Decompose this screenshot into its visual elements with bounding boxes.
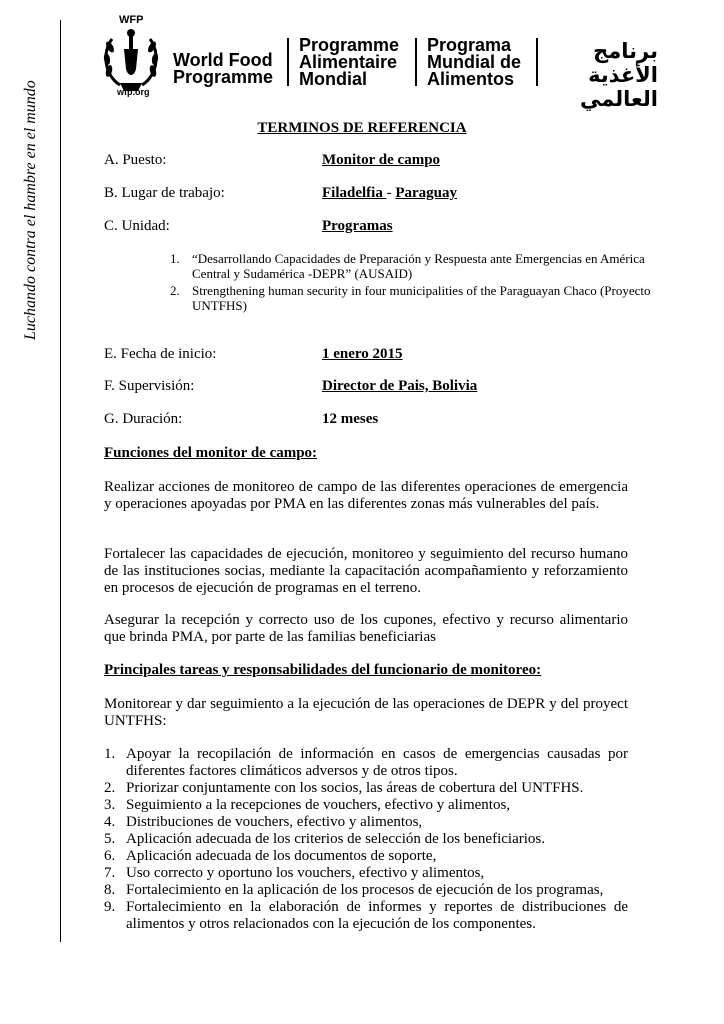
list-item	[104, 865, 628, 882]
list-item	[104, 848, 628, 865]
tasks-heading: Principales tareas y responsabilidades del funcionario de monitoreo:	[104, 662, 542, 678]
list-item-text: Uso correcto y oportuno los vouchers, efectivo y alimentos,	[126, 865, 485, 881]
field-label-lugar: B. Lugar de trabajo:	[104, 185, 225, 201]
list-item-number: 7.	[104, 865, 116, 881]
list-item	[104, 746, 628, 780]
brand-divider	[415, 38, 417, 86]
list-item-number: 4.	[104, 814, 116, 830]
list-item	[104, 780, 628, 797]
list-item-text: Fortalecimiento en la elaboración de informes y reportes de distribuciones de alimentos y otros relacionados con la ejecución de los componentes.	[126, 899, 628, 932]
margin-rule	[60, 20, 61, 942]
list-item-number: 1.	[104, 746, 116, 762]
brand-english	[173, 52, 273, 86]
document-title: TERMINOS DE REFERENCIA	[257, 120, 467, 136]
brand-spanish	[427, 37, 521, 88]
brand-divider	[536, 38, 538, 86]
field-value-duracion: 12 meses	[322, 411, 379, 427]
brand-divider	[287, 38, 289, 86]
field-label-fecha: E. Fecha de inicio:	[104, 346, 217, 362]
list-item	[104, 831, 628, 848]
tasks-intro: Monitorear y dar seguimiento a la ejecución de las operaciones de DEPR y del proyect UNTFHS:	[104, 696, 628, 729]
field-value-supervision: Director de Pais, Bolivia	[322, 378, 478, 394]
list-item-number: 6.	[104, 848, 116, 864]
list-item	[170, 283, 660, 313]
brand-spanish-line1: Programa	[427, 35, 512, 55]
list-item-number: 2.	[170, 283, 180, 298]
field-value-fecha: 1 enero 2015	[322, 346, 403, 362]
list-item	[170, 251, 660, 281]
list-item-number: 3.	[104, 797, 116, 813]
list-item-text: Distribuciones de vouchers, efectivo y alimentos,	[126, 814, 423, 830]
project-list	[170, 251, 660, 315]
brand-spanish-line2: Mundial de	[427, 52, 521, 72]
functions-heading: Funciones del monitor de campo:	[104, 445, 318, 461]
list-item-text: Apoyar la recopilación de información en casos de emergencias causadas por diferentes factores climáticos adversos y de otros tipos.	[126, 746, 628, 779]
brand-arabic-line1: برنامج الأغذية	[588, 40, 658, 87]
list-item	[104, 882, 628, 899]
list-item	[104, 797, 628, 814]
list-item	[104, 899, 628, 933]
tasks-list	[104, 746, 628, 933]
field-value-puesto: Monitor de campo	[322, 152, 441, 168]
brand-arabic	[548, 40, 658, 112]
list-item-number: 2.	[104, 780, 116, 796]
field-value-unidad: Programas	[322, 218, 393, 234]
list-item-text: Aplicación adecuada de los documentos de soporte,	[126, 848, 437, 864]
list-item-text: Strengthening human security in four municipalities of the Paraguayan Chaco (Proyecto UNTFHS)	[192, 283, 651, 313]
brand-english-line2: Programme	[173, 67, 274, 87]
brand-arabic-line2: العالمي	[579, 88, 658, 111]
logo-wfp-text: WFP	[119, 14, 144, 26]
brand-spanish-line3: Alimentos	[427, 69, 515, 89]
sidebar-slogan: Luchando contra el hambre en el mundo	[22, 80, 39, 340]
brand-french-line1: Programme	[299, 35, 400, 55]
function-paragraph: Fortalecer las capacidades de ejecución, monitoreo y seguimiento del recurso humano de las instituciones socias, mediante la capacitación acompañamiento y reforzamiento en procesos de ejecución de programas en el terreno.	[104, 546, 628, 596]
list-item-text: Aplicación adecuada de los criterios de selección de los beneficiarios.	[126, 831, 545, 847]
list-item-number: 9.	[104, 899, 116, 915]
brand-french	[299, 37, 399, 88]
list-item-text: Priorizar conjuntamente con los socios, las áreas de cobertura del UNTFHS.	[126, 780, 584, 796]
list-item	[104, 814, 628, 831]
function-paragraph: Asegurar la recepción y correcto uso de los cupones, efectivo y recurso alimentario que brinda PMA, por parte de las familias beneficiarias	[104, 612, 628, 645]
list-item-number: 8.	[104, 882, 116, 898]
field-value-lugar-sep: -	[386, 185, 396, 201]
field-label-supervision: F. Supervisión:	[104, 378, 195, 394]
logo-url: wfp.org	[117, 87, 150, 97]
brand-english-line1: World Food	[173, 50, 273, 70]
field-label-puesto: A. Puesto:	[104, 152, 167, 168]
field-value-lugar	[322, 185, 457, 202]
list-item-text: “Desarrollando Capacidades de Preparación y Respuesta ante Emergencias en América Central y Sudamérica -DEPR” (AUSAID)	[192, 251, 645, 281]
field-value-lugar-city: Filadelfia	[322, 185, 387, 201]
brand-french-line2: Alimentaire	[299, 52, 398, 72]
function-paragraph: Realizar acciones de monitoreo de campo de las diferentes operaciones de emergencia y operaciones apoyadas por PMA en las diferentes zonas más vulnerables del país.	[104, 479, 628, 512]
brand-french-line3: Mondial	[299, 69, 367, 89]
field-label-unidad: C. Unidad:	[104, 218, 170, 234]
list-item-number: 1.	[170, 251, 180, 266]
list-item-number: 5.	[104, 831, 116, 847]
field-value-lugar-country: Paraguay	[395, 185, 457, 201]
list-item-text: Seguimiento a la recepciones de vouchers, efectivo y alimentos,	[126, 797, 511, 813]
list-item-text: Fortalecimiento en la aplicación de los procesos de ejecución de los programas,	[126, 882, 604, 898]
field-label-duracion: G. Duración:	[104, 411, 183, 427]
